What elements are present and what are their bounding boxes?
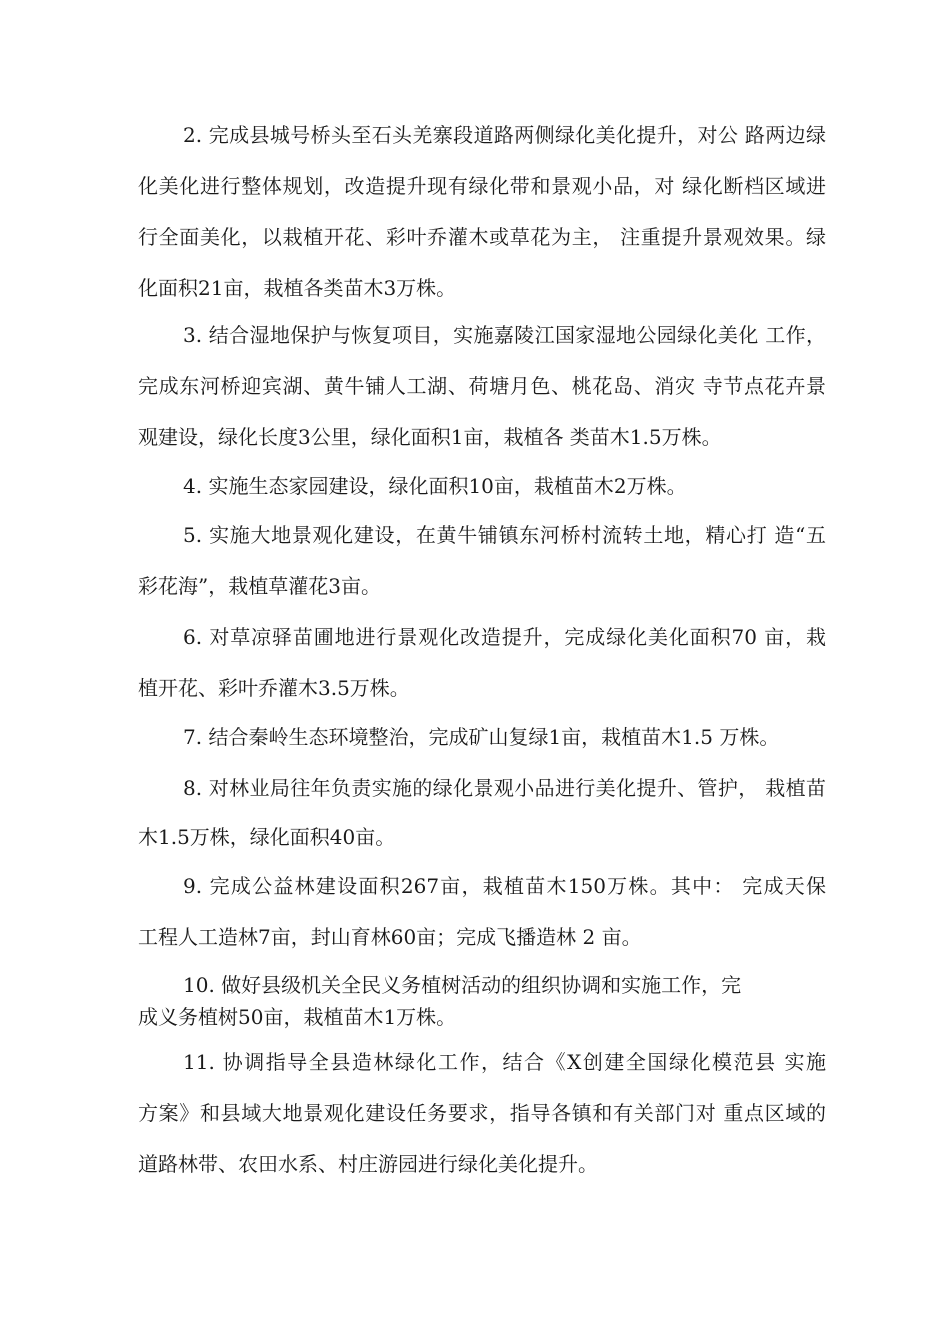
paragraph-11-line-3: 道路林带、农田水系、村庄游园进行绿化美化提升。 <box>138 1152 598 1176</box>
paragraph-11-line-1: 11. 协调指导全县造林绿化工作，结合《X创建全国绿化模范县 实施 <box>183 1050 826 1074</box>
paragraph-10-line-1: 10. 做好县级机关全民义务植树活动的组织协调和实施工作，完 <box>183 973 742 997</box>
paragraph-2-line-2: 化美化进行整体规划，改造提升现有绿化带和景观小品，对 绿化断档区域进 <box>138 174 826 198</box>
paragraph-9-line-1: 9. 完成公益林建设面积267亩，栽植苗木150万株。其中： 完成天保 <box>183 874 826 898</box>
paragraph-7-line-1: 7. 结合秦岭生态环境整治，完成矿山复绿1亩，栽植苗木1.5 万株。 <box>183 725 780 749</box>
paragraph-6-line-2: 植开花、彩叶乔灌木3.5万株。 <box>138 676 410 700</box>
paragraph-4-line-1: 4. 实施生态家园建设，绿化面积10亩，栽植苗木2万株。 <box>183 474 687 498</box>
paragraph-5-line-1: 5. 实施大地景观化建设，在黄牛铺镇东河桥村流转土地，精心打 造“五 <box>183 523 826 547</box>
paragraph-2-line-4: 化面积21亩，栽植各类苗木3万株。 <box>138 276 457 300</box>
paragraph-3-line-3: 观建设，绿化长度3公里，绿化面积1亩，栽植各 类苗木1.5万株。 <box>138 425 722 449</box>
paragraph-2-line-1: 2. 完成县城号桥头至石头羌寨段道路两侧绿化美化提升，对公 路两边绿 <box>183 123 826 147</box>
paragraph-6-line-1: 6. 对草凉驿苗圃地进行景观化改造提升，完成绿化美化面积70 亩，栽 <box>183 625 826 649</box>
paragraph-3-line-1: 3. 结合湿地保护与恢复项目，实施嘉陵江国家湿地公园绿化美化 工作， <box>183 323 826 347</box>
paragraph-10-line-2: 成义务植树50亩，栽植苗木1万株。 <box>138 1005 457 1029</box>
paragraph-8-line-1: 8. 对林业局往年负责实施的绿化景观小品进行美化提升、管护， 栽植苗 <box>183 776 826 800</box>
paragraph-2-line-3: 行全面美化，以栽植开花、彩叶乔灌木或草花为主， 注重提升景观效果。绿 <box>138 225 826 249</box>
paragraph-11-line-2: 方案》和县域大地景观化建设任务要求，指导各镇和有关部门对 重点区域的 <box>138 1101 826 1125</box>
paragraph-5-line-2: 彩花海”，栽植草灌花3亩。 <box>138 574 381 598</box>
paragraph-9-line-2: 工程人工造林7亩，封山育林60亩；完成飞播造林 2 亩。 <box>138 925 642 949</box>
paragraph-8-line-2: 木1.5万株，绿化面积40亩。 <box>138 825 396 849</box>
paragraph-3-line-2: 完成东河桥迎宾湖、黄牛铺人工湖、荷塘月色、桃花岛、消灾 寺节点花卉景 <box>138 374 826 398</box>
